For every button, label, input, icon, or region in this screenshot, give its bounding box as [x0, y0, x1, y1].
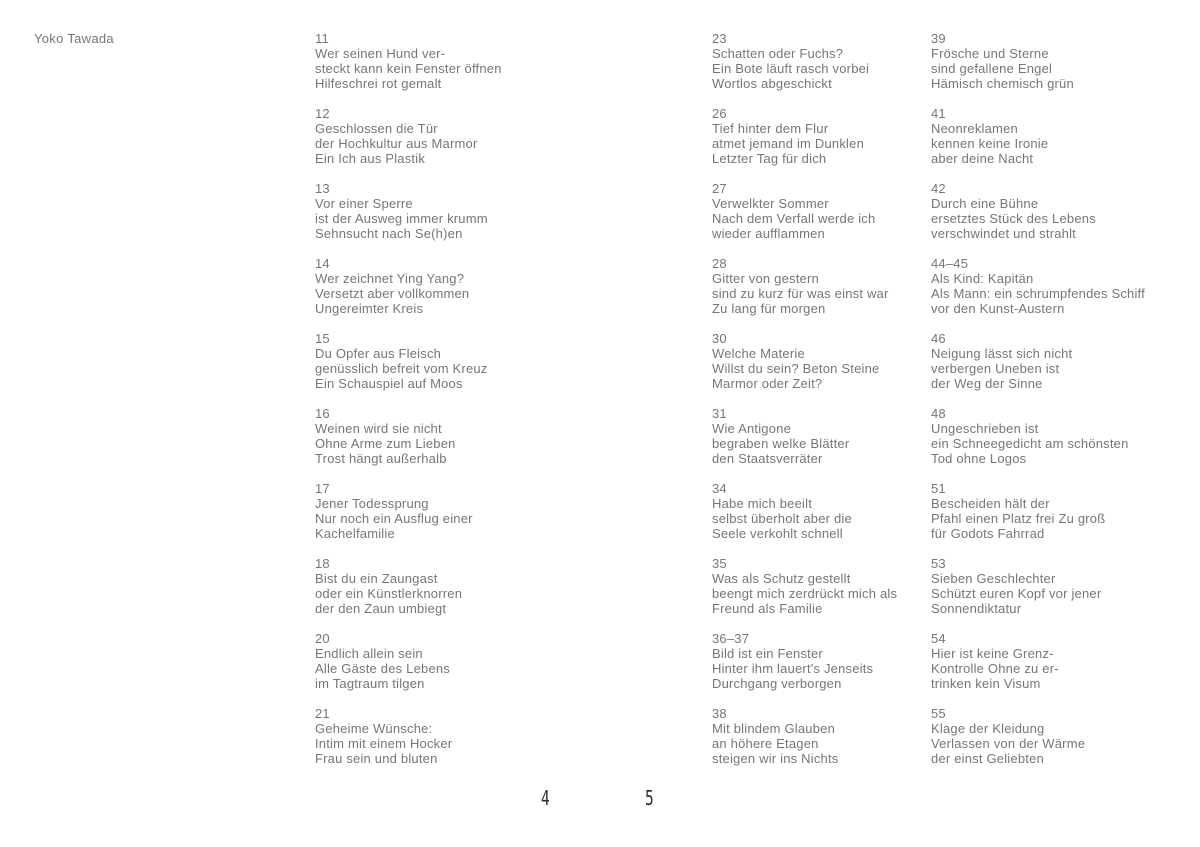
poem-line: Hilfeschrei rot gemalt	[315, 76, 442, 91]
poem-line: Frau sein und bluten	[315, 751, 438, 766]
poem-30	[712, 331, 922, 391]
poem-number: 26	[712, 106, 727, 121]
poem-column-3	[931, 31, 1171, 781]
poem-21	[315, 706, 545, 766]
poem-line: Geschlossen die Tür	[315, 121, 438, 136]
page-number-right: 5	[645, 786, 654, 810]
poem-number: 16	[315, 406, 330, 421]
poem-number: 27	[712, 181, 727, 196]
poem-line: Jener Todessprung	[315, 496, 429, 511]
poem-31	[712, 406, 922, 466]
poem-line: steckt kann kein Fenster öffnen	[315, 61, 502, 76]
poem-line: Schützt euren Kopf vor jener	[931, 586, 1102, 601]
poem-line: Als Kind: Kapitän	[931, 271, 1034, 286]
poem-number: 13	[315, 181, 330, 196]
poem-line: Sonnendiktatur	[931, 601, 1022, 616]
poem-line: Als Mann: ein schrumpfendes Schiff	[931, 286, 1145, 301]
poem-line: Welche Materie	[712, 346, 805, 361]
poem-53	[931, 556, 1171, 616]
poem-39	[931, 31, 1171, 91]
poem-line: Ohne Arme zum Lieben	[315, 436, 456, 451]
page-number-left: 4	[541, 786, 550, 810]
author-name: Yoko Tawada	[34, 31, 114, 46]
poem-number: 36–37	[712, 631, 750, 646]
poem-line: Pfahl einen Platz frei Zu groß	[931, 511, 1106, 526]
poem-line: Wortlos abgeschickt	[712, 76, 832, 91]
poem-17	[315, 481, 545, 541]
poem-number: 14	[315, 256, 330, 271]
poem-28	[712, 256, 922, 316]
poem-line: ist der Ausweg immer krumm	[315, 211, 488, 226]
poem-line: Tief hinter dem Flur	[712, 121, 829, 136]
poem-line: für Godots Fahrrad	[931, 526, 1045, 541]
poem-number: 15	[315, 331, 330, 346]
poem-line: Neonreklamen	[931, 121, 1018, 136]
poem-number: 18	[315, 556, 330, 571]
poem-15	[315, 331, 545, 391]
poem-line: der einst Geliebten	[931, 751, 1044, 766]
poem-number: 34	[712, 481, 727, 496]
poem-number: 31	[712, 406, 727, 421]
poem-line: Freund als Familie	[712, 601, 823, 616]
poem-38	[712, 706, 922, 766]
poem-27	[712, 181, 922, 241]
poem-line: Nach dem Verfall werde ich	[712, 211, 876, 226]
poem-line: Bist du ein Zaungast	[315, 571, 438, 586]
poem-number: 51	[931, 481, 946, 496]
poem-number: 21	[315, 706, 330, 721]
poem-number: 42	[931, 181, 946, 196]
poem-line: trinken kein Visum	[931, 676, 1041, 691]
poem-line: vor den Kunst-Austern	[931, 301, 1065, 316]
poem-line: begraben welke Blätter	[712, 436, 850, 451]
poem-13	[315, 181, 545, 241]
poem-46	[931, 331, 1171, 391]
poem-line: genüsslich befreit vom Kreuz	[315, 361, 488, 376]
poem-number: 35	[712, 556, 727, 571]
poem-line: ein Schneegedicht am schönsten	[931, 436, 1129, 451]
poem-line: steigen wir ins Nichts	[712, 751, 839, 766]
poem-line: Endlich allein sein	[315, 646, 423, 661]
poem-number: 17	[315, 481, 330, 496]
poem-26	[712, 106, 922, 166]
poem-number: 28	[712, 256, 727, 271]
poem-line: Willst du sein? Beton Steine	[712, 361, 880, 376]
poem-line: Durchgang verborgen	[712, 676, 842, 691]
poem-number: 44–45	[931, 256, 969, 271]
poem-11	[315, 31, 545, 91]
poem-line: selbst überholt aber die	[712, 511, 852, 526]
poem-41	[931, 106, 1171, 166]
poem-line: Weinen wird sie nicht	[315, 421, 442, 436]
poem-line: ersetztes Stück des Lebens	[931, 211, 1096, 226]
poem-number: 30	[712, 331, 727, 346]
poem-line: Habe mich beeilt	[712, 496, 813, 511]
poem-line: Sieben Geschlechter	[931, 571, 1056, 586]
poem-line: Was als Schutz gestellt	[712, 571, 851, 586]
poem-line: Hinter ihm lauert's Jenseits	[712, 661, 874, 676]
poem-line: aber deine Nacht	[931, 151, 1034, 166]
poem-line: oder ein Künstlerknorren	[315, 586, 463, 601]
poem-number: 41	[931, 106, 946, 121]
poem-35	[712, 556, 922, 616]
poem-line: Versetzt aber vollkommen	[315, 286, 470, 301]
poem-line: Frösche und Sterne	[931, 46, 1049, 61]
poem-line: Ungeschrieben ist	[931, 421, 1039, 436]
poem-23	[712, 31, 922, 91]
poem-line: Wer seinen Hund ver-	[315, 46, 446, 61]
poem-line: Mit blindem Glauben	[712, 721, 836, 736]
poem-line: verbergen Uneben ist	[931, 361, 1060, 376]
poem-34	[712, 481, 922, 541]
poem-line: Tod ohne Logos	[931, 451, 1027, 466]
poem-number: 23	[712, 31, 727, 46]
poem-number: 39	[931, 31, 946, 46]
poem-line: Letzter Tag für dich	[712, 151, 827, 166]
poem-line: Ein Schauspiel auf Moos	[315, 376, 463, 391]
poem-column-1	[315, 31, 545, 781]
poem-line: Neigung lässt sich nicht	[931, 346, 1073, 361]
poem-line: Trost hängt außerhalb	[315, 451, 447, 466]
poem-42	[931, 181, 1171, 241]
poem-line: Verwelkter Sommer	[712, 196, 829, 211]
poem-line: Schatten oder Fuchs?	[712, 46, 844, 61]
poem-line: Nur noch ein Ausflug einer	[315, 511, 473, 526]
poem-line: Sehnsucht nach Se(h)en	[315, 226, 463, 241]
poem-line: der den Zaun umbiegt	[315, 601, 447, 616]
poem-line: der Hochkultur aus Marmor	[315, 136, 478, 151]
poem-line: sind zu kurz für was einst war	[712, 286, 889, 301]
poem-line: Klage der Kleidung	[931, 721, 1045, 736]
poem-number: 12	[315, 106, 330, 121]
poem-line: der Weg der Sinne	[931, 376, 1043, 391]
poem-line: Ungereimter Kreis	[315, 301, 424, 316]
poem-line: Marmor oder Zeit?	[712, 376, 823, 391]
poem-line: Kontrolle Ohne zu er-	[931, 661, 1059, 676]
poem-number: 20	[315, 631, 330, 646]
poem-12	[315, 106, 545, 166]
poem-line: Durch eine Bühne	[931, 196, 1039, 211]
poem-line: sind gefallene Engel	[931, 61, 1053, 76]
poem-line: Verlassen von der Wärme	[931, 736, 1086, 751]
poem-line: Geheime Wünsche:	[315, 721, 433, 736]
poem-column-2	[712, 31, 922, 781]
poem-line: Ein Bote läuft rasch vorbei	[712, 61, 870, 76]
poem-number: 54	[931, 631, 946, 646]
poem-number: 48	[931, 406, 946, 421]
poem-line: Kachelfamilie	[315, 526, 395, 541]
poem-line: kennen keine Ironie	[931, 136, 1049, 151]
poem-line: Gitter von gestern	[712, 271, 819, 286]
poem-55	[931, 706, 1171, 766]
poem-number: 53	[931, 556, 946, 571]
poem-number: 11	[315, 31, 329, 46]
poem-line: beengt mich zerdrückt mich als	[712, 586, 898, 601]
poem-36–37	[712, 631, 922, 691]
poem-14	[315, 256, 545, 316]
poem-line: Intim mit einem Hocker	[315, 736, 453, 751]
poem-line: Bild ist ein Fenster	[712, 646, 823, 661]
poem-48	[931, 406, 1171, 466]
poem-line: Du Opfer aus Fleisch	[315, 346, 442, 361]
poem-20	[315, 631, 545, 691]
poem-line: Wie Antigone	[712, 421, 792, 436]
poem-54	[931, 631, 1171, 691]
poem-line: an höhere Etagen	[712, 736, 819, 751]
poem-44–45	[931, 256, 1171, 316]
poem-line: Hämisch chemisch grün	[931, 76, 1074, 91]
poem-line: wieder aufflammen	[712, 226, 825, 241]
poem-line: den Staatsverräter	[712, 451, 823, 466]
poem-line: Seele verkohlt schnell	[712, 526, 843, 541]
poem-line: Wer zeichnet Ying Yang?	[315, 271, 465, 286]
poem-line: Ein Ich aus Plastik	[315, 151, 426, 166]
poem-line: im Tagtraum tilgen	[315, 676, 425, 691]
poem-line: Zu lang für morgen	[712, 301, 826, 316]
poem-line: atmet jemand im Dunklen	[712, 136, 864, 151]
poem-18	[315, 556, 545, 616]
poem-number: 55	[931, 706, 946, 721]
poem-line: Bescheiden hält der	[931, 496, 1050, 511]
poem-line: verschwindet und strahlt	[931, 226, 1076, 241]
poem-51	[931, 481, 1171, 541]
poem-line: Hier ist keine Grenz-	[931, 646, 1054, 661]
poem-line: Vor einer Sperre	[315, 196, 413, 211]
poem-number: 38	[712, 706, 727, 721]
poem-number: 46	[931, 331, 946, 346]
poem-16	[315, 406, 545, 466]
poem-line: Alle Gäste des Lebens	[315, 661, 451, 676]
